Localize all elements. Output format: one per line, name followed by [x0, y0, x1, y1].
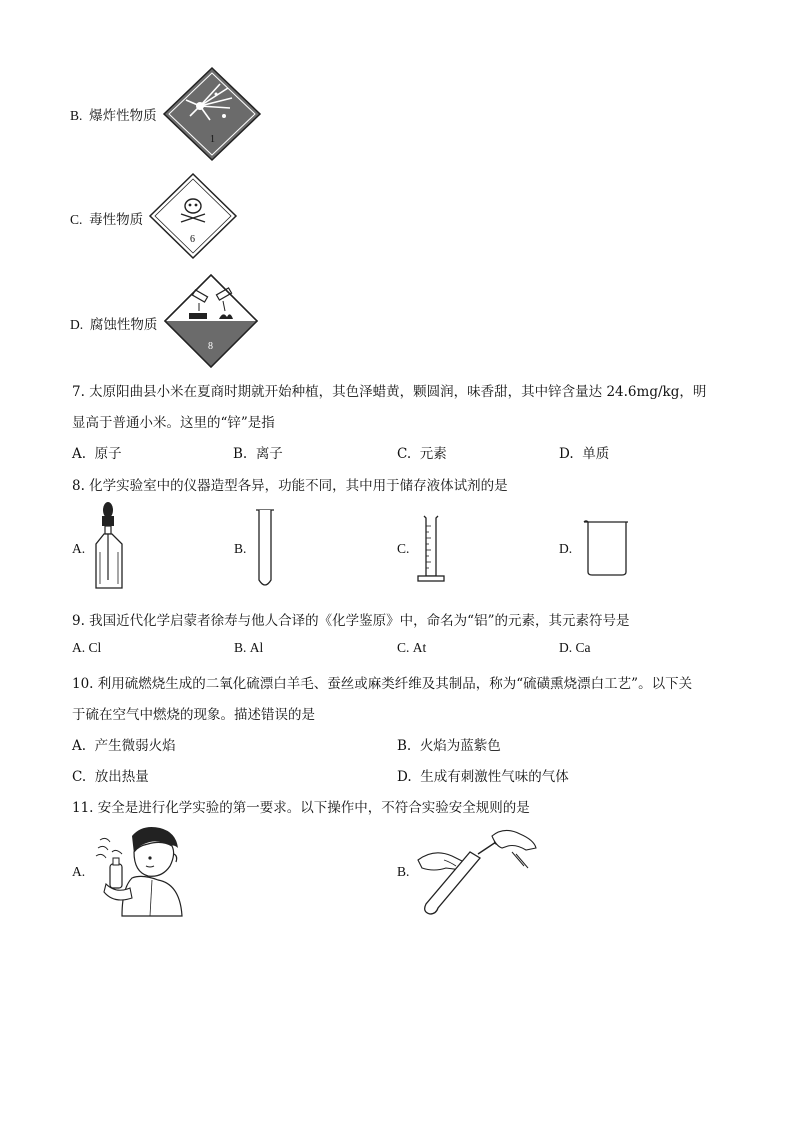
q9-option-b[interactable]	[234, 640, 263, 656]
q6-option-b[interactable]	[70, 104, 157, 124]
dropper-in-test-tube-illustration	[416, 828, 538, 916]
q9-stem: 9. 我国近代化学启蒙者徐寿与他人合译的《化学鉴原》中，命名为“铝”的元素，其元素符号是	[72, 613, 630, 629]
option-text: 爆炸性物质	[89, 108, 157, 123]
option-letter: B.	[233, 446, 248, 462]
option-letter: A.	[72, 640, 86, 655]
q9-option-a[interactable]	[72, 640, 101, 656]
sign-number: 8	[208, 341, 213, 352]
option-letter: A.	[72, 446, 87, 462]
option-letter: D.	[559, 640, 573, 655]
option-letter: C.	[70, 212, 83, 227]
option-letter: D.	[397, 769, 412, 785]
q11-option-a[interactable]: A.	[72, 864, 86, 879]
sign-number: 1	[210, 134, 215, 145]
beaker-icon	[582, 518, 632, 578]
q10-option-c[interactable]	[72, 765, 149, 785]
q7-option-c[interactable]	[397, 442, 447, 462]
option-text: 单质	[582, 446, 610, 462]
option-text: 原子	[94, 446, 122, 462]
option-text: Al	[249, 640, 264, 655]
graduated-cylinder-icon	[416, 514, 446, 584]
q6-option-d[interactable]	[70, 313, 157, 333]
q11-option-b[interactable]: B.	[397, 864, 410, 879]
q10-option-a[interactable]	[72, 734, 176, 754]
q9-option-d[interactable]	[559, 640, 591, 656]
test-tube-icon	[254, 508, 276, 590]
q7-option-d[interactable]	[559, 442, 609, 462]
option-text: Ca	[575, 640, 591, 655]
q7-option-b[interactable]	[233, 442, 283, 462]
option-letter: B.	[234, 640, 247, 655]
q10-option-b[interactable]	[397, 734, 501, 754]
option-text: 腐蚀性物质	[89, 317, 158, 332]
q9-option-c[interactable]	[397, 640, 426, 656]
option-letter: C.	[72, 769, 87, 785]
dropper-bottle-icon	[90, 500, 130, 592]
option-text: 产生微弱火焰	[94, 738, 176, 754]
option-text: 生成有刺激性气味的气体	[420, 769, 569, 785]
q8-stem: 8. 化学实验室中的仪器造型各异，功能不同，其中用于储存液体试剂的是	[72, 478, 508, 494]
option-text: 火焰为蓝紫色	[419, 738, 501, 754]
q6-option-c[interactable]	[70, 208, 143, 228]
corrosive-sign-icon	[163, 273, 259, 369]
option-letter: D.	[559, 446, 574, 462]
q8-option-c[interactable]: C.	[397, 541, 410, 556]
q11-stem: 11. 安全是进行化学实验的第一要求。以下操作中，不符合实验安全规则的是	[72, 800, 530, 816]
q8-option-b[interactable]: B.	[234, 541, 247, 556]
option-text: 离子	[255, 446, 283, 462]
option-letter: C.	[397, 640, 410, 655]
option-letter: A.	[72, 738, 87, 754]
explosive-sign-icon	[162, 66, 262, 162]
option-text: 元素	[419, 446, 447, 462]
q8-option-d[interactable]: D.	[559, 541, 573, 556]
option-text: 放出热量	[94, 769, 149, 785]
option-letter: C.	[397, 446, 412, 462]
toxic-sign-icon	[148, 172, 238, 260]
option-letter: D.	[70, 317, 84, 332]
q7-stem-line2: 显高于普通小米。这里的“锌”是指	[72, 415, 275, 431]
option-text: 毒性物质	[89, 212, 144, 227]
option-letter: B.	[70, 108, 83, 123]
q7-stem-line1: 7. 太原阳曲县小米在夏商时期就开始种植，其色泽蜡黄，颗圆润，味香甜，其中锌含量达 24.6mg/kg，明	[72, 384, 707, 400]
q10-stem-line1: 10. 利用硫燃烧生成的二氧化硫漂白羊毛、蚕丝或麻类纤维及其制品，称为“硫磺熏烧漂白工艺”。以下关	[72, 676, 693, 692]
q8-option-a[interactable]: A.	[72, 541, 86, 556]
option-letter: B.	[397, 738, 412, 754]
sign-number: 6	[190, 234, 195, 245]
option-text: At	[412, 640, 427, 655]
smelling-gas-illustration	[92, 824, 188, 918]
q10-option-d[interactable]	[397, 765, 569, 785]
q10-stem-line2: 于硫在空气中燃烧的现象。描述错误的是	[72, 707, 315, 723]
q7-option-a[interactable]	[72, 442, 122, 462]
option-text: Cl	[88, 640, 102, 655]
